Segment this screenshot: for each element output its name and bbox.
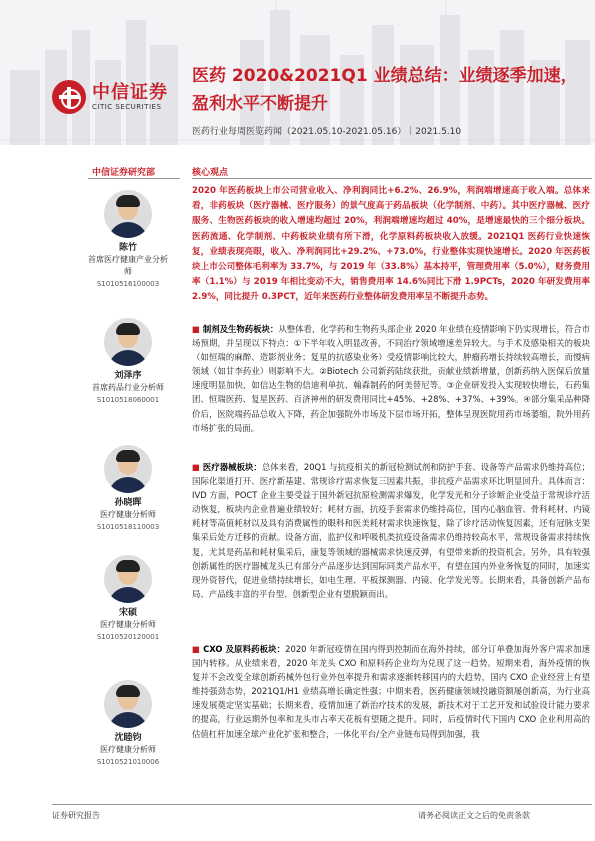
- analyst-card: [88, 445, 168, 533]
- brand-logo: [52, 80, 168, 114]
- brand-name-cn: 中信证券: [92, 82, 168, 103]
- section-pharma: [192, 322, 590, 435]
- avatar: [104, 190, 152, 238]
- analyst-card: [88, 190, 168, 290]
- left-divider: [88, 178, 180, 179]
- avatar: [104, 555, 152, 603]
- analyst-card: [88, 318, 168, 406]
- bullet-icon: ■: [192, 324, 203, 334]
- core-views-label: 核心观点: [192, 168, 229, 178]
- section-lead: 制剂及生物药板块：: [202, 324, 279, 334]
- bullet-icon: ■: [192, 644, 204, 654]
- research-dept-label: 中信证券研究部: [92, 168, 156, 178]
- analyst-name: 刘泽序: [114, 371, 142, 381]
- analyst-id: S1010521010006: [96, 758, 160, 766]
- report-title: 医药 2020&2021Q1 业绩总结：业绩逐季加速，盈利水平不断提升: [192, 66, 578, 114]
- analyst-title: 首席医疗健康产业分析师: [88, 255, 168, 276]
- avatar: [104, 318, 152, 366]
- analyst-title: 医疗健康分析师: [100, 510, 156, 519]
- analyst-id: S1010516100003: [96, 280, 160, 288]
- header-banner: [0, 0, 595, 145]
- section-lead: CXO 及原料药板块：: [203, 644, 286, 654]
- avatar: [104, 680, 152, 728]
- analyst-name: 沈睦钧: [114, 733, 142, 743]
- analyst-name: 宋硕: [118, 608, 137, 618]
- right-divider: [192, 178, 592, 179]
- analyst-id: S1010518060001: [96, 396, 160, 404]
- report-subtitle: 医药行业每周医览药闻（2021.05.10-2021.05.16）｜2021.5.10: [192, 127, 462, 137]
- section-cxo: [192, 642, 590, 741]
- avatar: [104, 445, 152, 493]
- analyst-card: [88, 680, 168, 768]
- core-summary: 2020 年医药板块上市公司营业收入、净利润同比+6.2%、26.9%，利润端增速高于收入端。总体来看，非药板块（医疗器械、医疗服务）的景气度高于药品板块（化学制剂、中药）。其中医疗器械、医疗服务、生物医药板块的收入增速均超过 20%，利润端增速均超过 40%，是增速最快的三个细分板块。医药流通、化学制剂、中药板块业绩有所下滑，化学原料药板块收入放缓。2021Q1 医药行业快速恢复，业绩表现亮眼，收入、净利润同比+29.2%、+73.0%，行业整体实现快速增长。2020 年医药板块上市公司整体毛利率为 33.7%，与 2019 年（33.8%）基本持平，管理费用率（5.0%），财务费用率（1.1%）与 2019 年相比变动不大，销售费用率 14.6%同比下滑 1.9PCTs，2020 年研发费用率 2.9%，同比提升 0.3PCT，近年来医药行业整体研发费用率呈不断提升态势。: [192, 186, 590, 303]
- footer-divider: [52, 804, 592, 805]
- analyst-card: [88, 555, 168, 643]
- section-text: 总体来看，20Q1 与抗疫相关的新冠检测试剂和防护手套、设备等产品需求仍维持高位；国际化渠道打开、医疗新基建、常规诊疗需求恢复三因素共振，非抗疫产品需求环比明显回升。具体而言：IVD 方面，POCT 企业主要受益于国外新冠抗原检测需求爆发，化学发光和分子诊断企业受益于常规诊疗活动恢复，板块内企业普遍业绩较好；耗材方面，抗疫手套需求仍维持高位，国内心脑血管、骨科耗材、内镜耗材等高值耗材以及具有消费属性的眼科和医美耗材需求快速恢复，除了诊疗活动恢复因素，还有冠脉支架集采后处方迁移的贡献。设备方面，监护仪和呼吸机类抗疫设备需求仍维持较高水平，常规设备需求持续恢复，尤其是药品和耗材集采后，康复等领域的器械需求快速反弹，有望带来新的投资机会。另外，具有较强创新属性的医疗器械龙头已有部分产品逐步达到国际同类产品水平，有望在国内外业务恢复的同时，加速实现外资替代，促进业绩持续增长，如电生理、平板探测器、内镜、化学发光等。长期来看，具备创新产品布局、产品线丰富的平台型、创新型企业有望脱颖而出。: [192, 462, 590, 599]
- brand-name-en: CITIC SECURITIES: [92, 103, 162, 111]
- section-devices: [192, 460, 590, 601]
- analyst-id: S1010518110003: [96, 523, 160, 531]
- citic-logo-icon: [52, 80, 86, 114]
- analyst-title: 医疗健康分析师: [100, 620, 156, 629]
- analyst-title: 首席药品行业分析师: [92, 383, 164, 392]
- bullet-icon: ■: [192, 462, 203, 472]
- section-text: 2020 年新冠疫情在国内得到控制而在海外持续，部分订单叠加海外客户需求加速国内转移。从业绩来看，2020 年龙头 CXO 和原料药企业均为兑现了这一趋势。短期来看，海外疫情的恢复并不会改变全球创新药械外包行业外包率提升和需求逐渐转移国内的大趋势，国内 CXO 企业经营上有望维持强劲态势，2021Q1/H1 业绩高增长确定性强；中期来看，医药健康领域投融资额屡创新高，为行业高速发展奠定坚实基础；长期来看，疫情加速了新治疗技术的发展，新技术对于工艺开发和试验设计能力要求的提高，行业远期外包率和龙头市占率天花板有望随之提升。同时，后疫情时代下国内 CXO 企业利用高的估值杠杆加速全球产业化扩张和整合，一体化平台/全产业链布局得到加强，我: [192, 644, 590, 739]
- analyst-name: 孙晓晖: [114, 498, 142, 508]
- footer-right: 请务必阅读正文之后的免责条款: [418, 811, 530, 820]
- footer-left: 证券研究报告: [52, 811, 100, 820]
- analyst-title: 医疗健康分析师: [100, 745, 156, 754]
- section-lead: 医疗器械板块：: [202, 462, 262, 472]
- analyst-id: S1010520120001: [96, 633, 160, 641]
- section-text: 从整体看，化学药和生物药头部企业 2020 年业绩在疫情影响下仍实现增长，符合市场预期，并呈现以下特点：①下半年收入明显改善，不同治疗领域增速差异较大。与手术及感染相关的板块（如恒瑞的麻醉、造影剂业务；复星的抗感染业务）受疫情影响比较大，肿瘤药增长持续较高增长，而慢病领域（如甘李药业）则影响不大。②Biotech 公司新药陆续获批，贡献业绩新增量，创新药纳入医保后放量速度明显加快，如信达生物的信迪利单抗、翰森制药的阿美替尼等。③企业研发投入实现较快增长，石药集团、恒瑞医药、复星医药、百济神州的研发费用同比+45%、+28%、+37%、+39%。④部分集采品种降价后，医院端药品总收入下降，药企加强院外市场及下层市场开拓，整体呈现医院用药市场萎缩，院外用药市场扩张的局面。: [192, 324, 590, 433]
- analyst-name: 陈竹: [118, 243, 137, 253]
